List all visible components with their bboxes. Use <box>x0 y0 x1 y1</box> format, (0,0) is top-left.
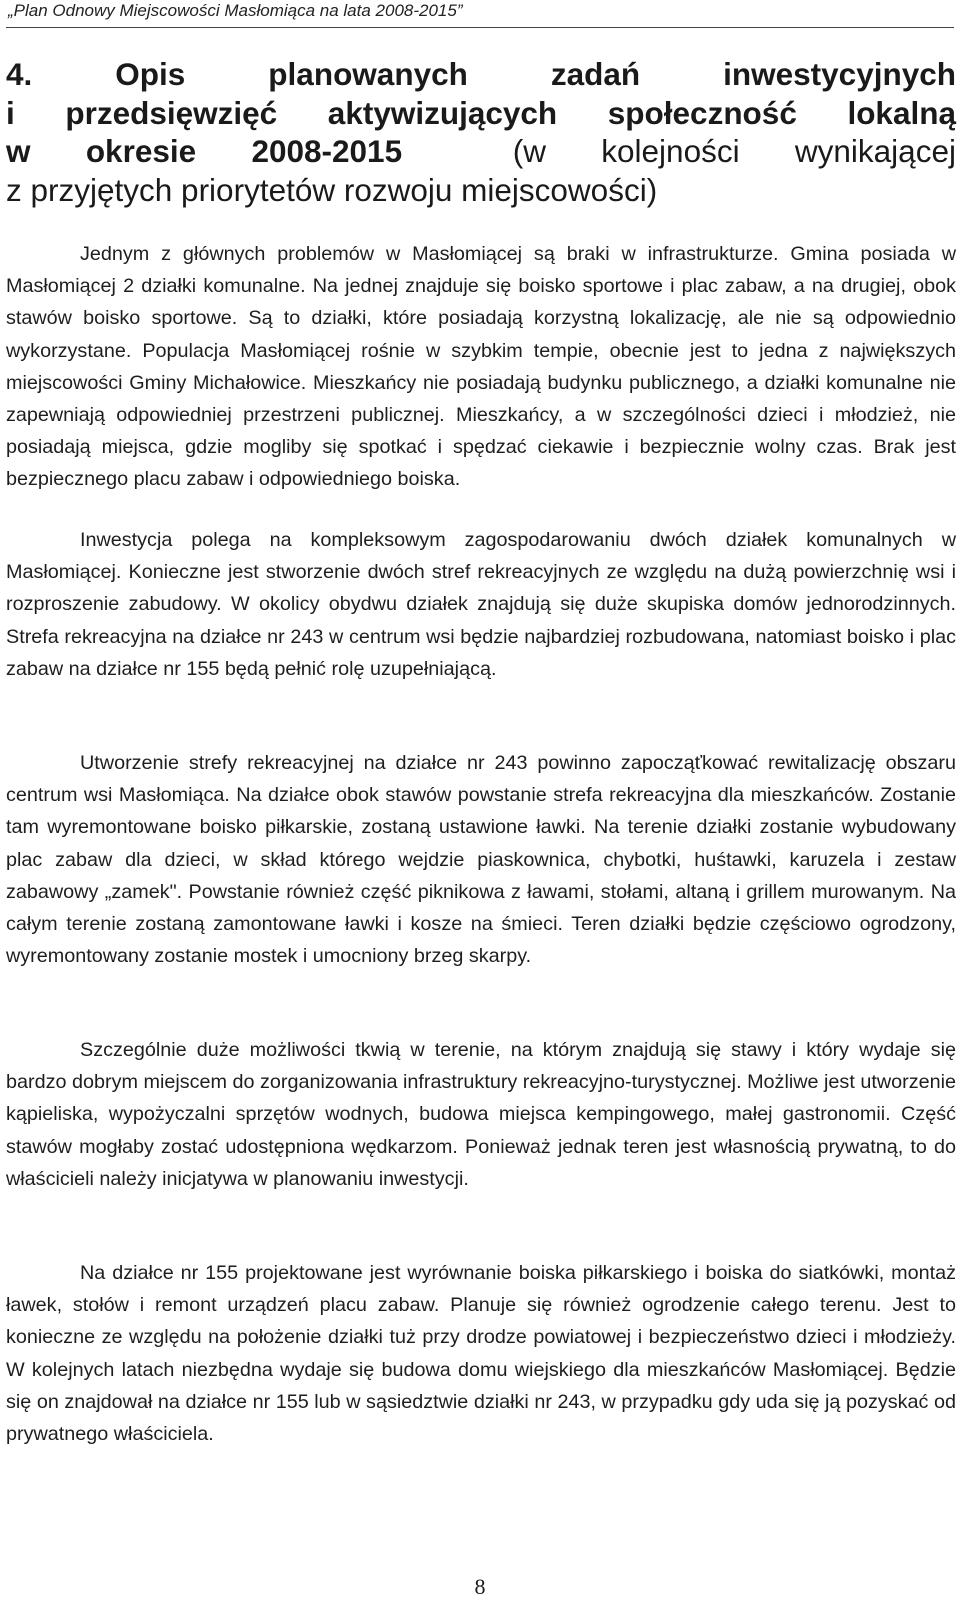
paragraph-2-text: Inwestycja polega na kompleksowym zagospodarowaniu dwóch działek komunalnych w Masłomiącej. Konieczne jest stworzenie dwóch stref rekreacyjnych ze względu na dużą powierzchnię wsi i rozproszenie zabudowy. W okolicy obydwu działek znajdują się duże skupiska domów jednorodzinnych. Strefa rekreacyjna na działce nr 243 w centrum wsi będzie najbardziej rozbudowana, natomiast boisko i plac zabaw na działce nr 155 będą pełnić rolę uzupełniającą. <box>6 529 956 680</box>
heading-line-3 <box>6 132 956 171</box>
paragraph-4-text: Szczególnie duże możliwości tkwią w terenie, na którym znajdują się stawy i który wydaje się bardzo dobrym miejscem do zorganizowania infrastruktury rekreacyjno-turystycznej. Możliwe jest utworzenie kąpieliska, wypożyczalni sprzętów wodnych, budowa miejsca kempingowego, małej gastronomii. Część stawów mogłaby zostać udostępniona wędkarzom. Ponieważ jednak teren jest własnością prywatną, to do właścicieli należy inicjatywa w planowaniu inwestycji. <box>6 1039 956 1190</box>
paragraph-2 <box>6 524 956 685</box>
paragraph-1 <box>6 238 956 496</box>
paragraph-3 <box>6 747 956 972</box>
paragraph-3-text: Utworzenie strefy rekreacyjnej na działce nr 243 powinno zapocząťkować rewitalizację obszaru centrum wsi Masłomiąca. Na działce obok stawów powstanie strefa rekreacyjna dla mieszkańców. Zostanie tam wyremontowane boisko piłkarskie, zostaną ustawione ławki. Na terenie działki zostanie wybudowany plac zabaw dla dzieci, w skład którego wejdzie piaskownica, chybotki, huśtawki, karuzela i zestaw zabawowy „zamek". Powstanie również część piknikowa z ławami, stołami, altaną i grillem murowanym. Na całym terenie zostaną zamontowane ławki i kosze na śmieci. Teren działki będzie częściowo ogrodzony, wyremontowany zostanie mostek i umocniony brzeg skarpy. <box>6 752 956 968</box>
header-divider <box>6 27 954 28</box>
document-header: „Plan Odnowy Miejscowości Masłomiąca na lata 2008-2015” <box>8 1 463 20</box>
paragraph-1-text: Jednym z głównych problemów w Masłomiącej są braki w infrastrukturze. Gmina posiada w Masłomiącej 2 działki komunalne. Na jednej znajduje się boisko sportowe i plac zabaw, a na drugiej, obok stawów boisko sportowe. Są to działki, które posiadają korzystną lokalizację, ale nie są odpowiednio wykorzystane. Populacja Masłomiącej rośnie w szybkim tempie, obecnie jest to jedna z największych miejscowości Gminy Michałowice. Mieszkańcy nie posiadają budynku publicznego, a działki komunalne nie zapewniają odpowiedniej przestrzeni publicznej. Mieszkańcy, a w szczególności dzieci i młodzież, nie posiadają miejsca, gdzie mogliby się spotkać i spędzać ciekawie i bezpiecznie wolny czas. Brak jest bezpiecznego placu zabaw i odpowiedniego boiska. <box>6 243 956 491</box>
heading-line-1: 4. Opis planowanych zadań inwestycyjnych <box>6 56 956 92</box>
heading-line-3-bold: w okresie 2008-2015 <box>6 133 403 170</box>
heading-line-3-rest: (w kolejności wynikającej <box>512 133 956 170</box>
paragraph-4 <box>6 1034 956 1195</box>
section-heading <box>6 55 956 210</box>
paragraph-5-text: Na działce nr 155 projektowane jest wyrównanie boiska piłkarskiego i boiska do siatkówki, montaż ławek, stołów i remont urządzeń placu zabaw. Planuje się również ogrodzenie całego terenu. Jest to konieczne ze względu na położenie działki tuż przy drodze powiatowej i bezpieczeństwo dzieci i młodzieży. W kolejnych latach niezbędna wydaje się budowa domu wiejskiego dla mieszkańców Masłomiącej. Będzie się on znajdował na działce nr 155 lub w sąsiedztwie działki nr 243, w przypadku gdy uda się ją pozyskać od prywatnego właściciela. <box>6 1262 956 1446</box>
page-number: 8 <box>474 1574 486 1599</box>
heading-line-2: i przedsięwzięć aktywizujących społeczność lokalną <box>6 94 956 131</box>
heading-line-4: z przyjętych priorytetów rozwoju miejscowości) <box>6 172 658 209</box>
paragraph-5 <box>6 1257 956 1450</box>
